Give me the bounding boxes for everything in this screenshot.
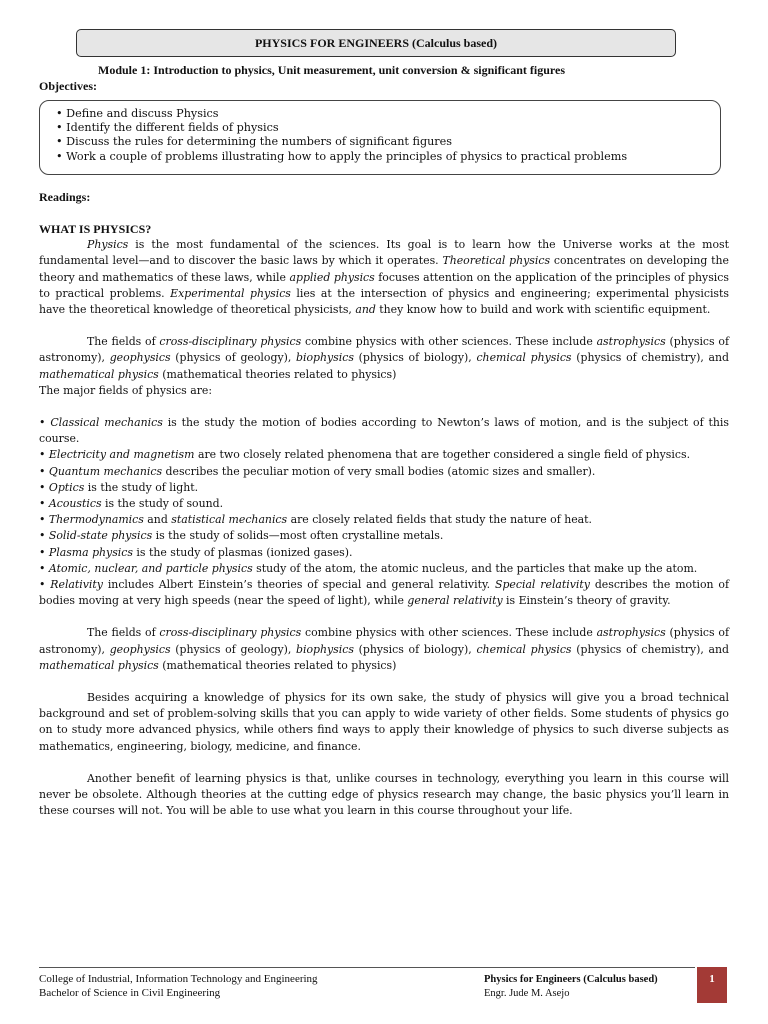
footer-program: Bachelor of Science in Civil Engineering [39, 987, 221, 999]
objective-item: • Discuss the rules for determining the numbers of significant figures [56, 135, 720, 149]
term: cross-disciplinary physics [159, 335, 302, 349]
course-title-box [76, 29, 676, 57]
term: Physics [87, 238, 129, 252]
footer-right [484, 973, 658, 1001]
paragraph-benefit: Another benefit of learning physics is that, unlike courses in technology, everything you learn in this course will never be obsolete. Although theories at the cutting edge of physics research may change, the basic physics you’ll learn in these courses will not. You will be able to use what you learn in this course throughout your life. [39, 771, 729, 818]
objectives-list [56, 107, 720, 164]
footer-left [39, 972, 318, 1000]
field-item: • Quantum mechanics describes the peculiar motion of very small bodies (atomic sizes and smaller). [39, 464, 596, 478]
major-fields-intro: The major fields of physics are: [39, 383, 213, 397]
field-item: • Plasma physics is the study of plasmas (ionized gases). [39, 545, 353, 559]
term: Theoretical physics [442, 254, 551, 268]
objective-item: • Define and discuss Physics [56, 107, 720, 121]
paragraph-cross-disciplinary: The fields of cross-disciplinary physics combine physics with other sciences. These include astrophysics (physics of astronomy), geophysics (physics of geology), biophysics (physics of biology), chemical physics (physics of chemistry), and mathematical physics (mathematical theories related to physics) [39, 335, 729, 381]
term: chemical physics [476, 351, 572, 365]
footer-instructor: Engr. Jude M. Asejo [484, 988, 570, 999]
term: mathematical physics [39, 367, 159, 381]
paragraph-what-is-physics: Physics is the most fundamental of the sciences. Its goal is to learn how the Universe works at the most fundamental level—and to discover the basic laws by which it operates. Theoretical physics concentrates on developing the theory and mathematics of these laws, while applied physics focuses attention on the application of the principles of physics to practical problems. Experimental physics lies at the intersection of physics and engineering; experimental physicists have the theoretical knowledge of theoretical physicists, and they know how to build and work with scientific equipment. [39, 238, 730, 317]
objectives-box [39, 100, 721, 175]
footer-college: College of Industrial, Information Technology and Engineering [39, 973, 318, 985]
objectives-label: Objectives: [39, 79, 97, 93]
page-number: 1 [697, 967, 727, 1003]
field-item: • Solid-state physics is the study of solids—most often crystalline metals. [39, 529, 444, 543]
field-item: • Relativity includes Albert Einstein’s theories of special and general relativity. Special relativity describes the motion of bodies moving at very high speeds (near the speed of light), while general relativity is Einstein’s theory of gravity. [39, 578, 729, 608]
field-item: • Optics is the study of light. [39, 480, 199, 494]
field-item: • Atomic, nuclear, and particle physics study of the atom, the atomic nucleus, and the particles that make up the atom. [39, 561, 698, 575]
term: Experimental physics [170, 286, 291, 300]
field-item: • Acoustics is the study of sound. [39, 497, 224, 511]
field-item: • Thermodynamics and statistical mechanics are closely related fields that study the nature of heat. [39, 513, 592, 527]
readings-label: Readings: [39, 190, 91, 204]
term: geophysics [109, 351, 171, 365]
fields-list [39, 415, 729, 609]
term: biophysics [296, 351, 354, 365]
course-title: PHYSICS FOR ENGINEERS (Calculus based) [254, 35, 498, 50]
objective-item: • Work a couple of problems illustrating how to apply the principles of physics to practical problems [56, 150, 720, 164]
module-title: Module 1: Introduction to physics, Unit measurement, unit conversion & significant figures [98, 63, 566, 77]
footer-course: Physics for Engineers (Calculus based) [484, 974, 658, 985]
field-item: • Electricity and magnetism are two closely related phenomena that are together considered a single field of physics. [39, 448, 691, 462]
term: applied physics [289, 270, 375, 284]
term: and [355, 303, 376, 317]
paragraph-besides: Besides acquiring a knowledge of physics for its own sake, the study of physics will give you a broad technical background and set of problem-solving skills that you can apply to wide variety of other fields. Some students of physics go on to study more advanced physics, while others find ways to apply their knowledge of physics to such diverse subjects as mathematics, engineering, biology, medicine, and finance. [39, 691, 729, 753]
objective-item: • Identify the different fields of physics [56, 121, 720, 135]
main-content [39, 221, 729, 820]
term: astrophysics [596, 335, 666, 349]
footer-divider [39, 967, 695, 968]
field-item: • Classical mechanics is the study the motion of bodies according to Newton’s laws of motion, and is the subject of this course. [39, 416, 729, 446]
section-heading: WHAT IS PHYSICS? [39, 222, 152, 236]
paragraph-cross-disciplinary-repeat: The fields of cross-disciplinary physics combine physics with other sciences. These include astrophysics (physics of astronomy), geophysics (physics of geology), biophysics (physics of biology), chemical physics (physics of chemistry), and mathematical physics (mathematical theories related to physics) [39, 626, 729, 672]
